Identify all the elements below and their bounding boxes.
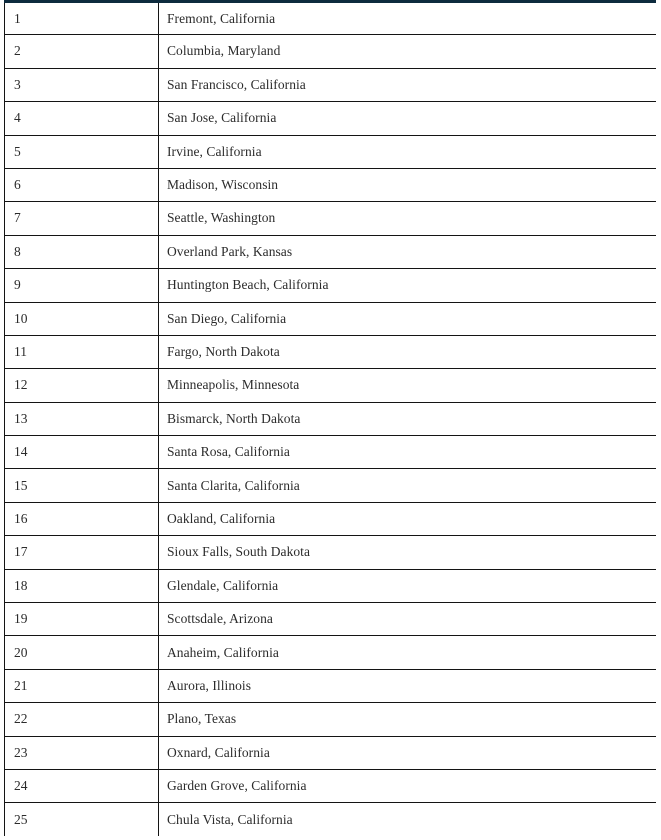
table-row bbox=[5, 436, 657, 469]
cell-rank: 8 bbox=[5, 235, 159, 268]
cell-city: Oxnard, California bbox=[159, 736, 657, 769]
table-row bbox=[5, 803, 657, 836]
cell-city: Columbia, Maryland bbox=[159, 35, 657, 68]
cell-rank: 23 bbox=[5, 736, 159, 769]
cell-rank: 4 bbox=[5, 102, 159, 135]
cell-city: San Diego, California bbox=[159, 302, 657, 335]
table-row bbox=[5, 569, 657, 602]
cell-city: Fremont, California bbox=[159, 2, 657, 35]
cell-rank: 5 bbox=[5, 135, 159, 168]
cell-rank: 1 bbox=[5, 2, 159, 35]
cell-city: Oakland, California bbox=[159, 502, 657, 535]
cell-city: Scottsdale, Arizona bbox=[159, 603, 657, 636]
cell-city: San Jose, California bbox=[159, 102, 657, 135]
cell-rank: 2 bbox=[5, 35, 159, 68]
table-row bbox=[5, 736, 657, 769]
cell-city: Huntington Beach, California bbox=[159, 269, 657, 302]
cell-rank: 15 bbox=[5, 469, 159, 502]
table-row bbox=[5, 68, 657, 101]
table-container bbox=[4, 0, 656, 840]
cell-city: Overland Park, Kansas bbox=[159, 235, 657, 268]
table-row bbox=[5, 636, 657, 669]
cell-city: Madison, Wisconsin bbox=[159, 168, 657, 201]
cell-city: Seattle, Washington bbox=[159, 202, 657, 235]
table-row bbox=[5, 35, 657, 68]
table-row bbox=[5, 536, 657, 569]
cell-rank: 22 bbox=[5, 703, 159, 736]
cell-rank: 10 bbox=[5, 302, 159, 335]
cell-city: Minneapolis, Minnesota bbox=[159, 369, 657, 402]
cell-rank: 18 bbox=[5, 569, 159, 602]
cell-rank: 14 bbox=[5, 436, 159, 469]
cell-rank: 6 bbox=[5, 168, 159, 201]
cell-city: Chula Vista, California bbox=[167, 811, 293, 827]
cell-rank: 11 bbox=[5, 335, 159, 368]
cell-city: Aurora, Illinois bbox=[159, 669, 657, 702]
city-ranking-table bbox=[4, 0, 656, 836]
cell-rank: 9 bbox=[5, 269, 159, 302]
cell-city: Santa Clarita, California bbox=[159, 469, 657, 502]
table-row bbox=[5, 135, 657, 168]
table-row bbox=[5, 603, 657, 636]
cell-rank: 12 bbox=[5, 369, 159, 402]
table-row bbox=[5, 102, 657, 135]
cell-city: Sioux Falls, South Dakota bbox=[159, 536, 657, 569]
table-row bbox=[5, 235, 657, 268]
table-row bbox=[5, 402, 657, 435]
cell-city: San Francisco, California bbox=[159, 68, 657, 101]
cell-rank: 16 bbox=[5, 502, 159, 535]
table-row bbox=[5, 2, 657, 35]
table-row bbox=[5, 335, 657, 368]
cell-rank: 13 bbox=[5, 402, 159, 435]
table-row bbox=[5, 202, 657, 235]
table-row bbox=[5, 769, 657, 802]
table-row bbox=[5, 502, 657, 535]
cell-rank: 7 bbox=[5, 202, 159, 235]
table-row bbox=[5, 168, 657, 201]
cell-city: Plano, Texas bbox=[159, 703, 657, 736]
cell-city: Irvine, California bbox=[159, 135, 657, 168]
cell-city: Glendale, California bbox=[159, 569, 657, 602]
cell-rank: 20 bbox=[5, 636, 159, 669]
cell-rank: 25 bbox=[5, 803, 159, 836]
cell-rank: 19 bbox=[5, 603, 159, 636]
table-row bbox=[5, 269, 657, 302]
table-row bbox=[5, 302, 657, 335]
table-row bbox=[5, 703, 657, 736]
table-row bbox=[5, 469, 657, 502]
cell-city: Bismarck, North Dakota bbox=[159, 402, 657, 435]
cell-rank: 24 bbox=[5, 769, 159, 802]
cell-rank: 21 bbox=[5, 669, 159, 702]
table-row bbox=[5, 369, 657, 402]
cell-city: Fargo, North Dakota bbox=[159, 335, 657, 368]
cell-rank: 3 bbox=[5, 68, 159, 101]
table-row bbox=[5, 669, 657, 702]
cell-city: Garden Grove, California bbox=[159, 769, 657, 802]
cell-city: Anaheim, California bbox=[159, 636, 657, 669]
cell-rank: 17 bbox=[5, 536, 159, 569]
table-body bbox=[5, 2, 657, 837]
cell-city: Santa Rosa, California bbox=[159, 436, 657, 469]
